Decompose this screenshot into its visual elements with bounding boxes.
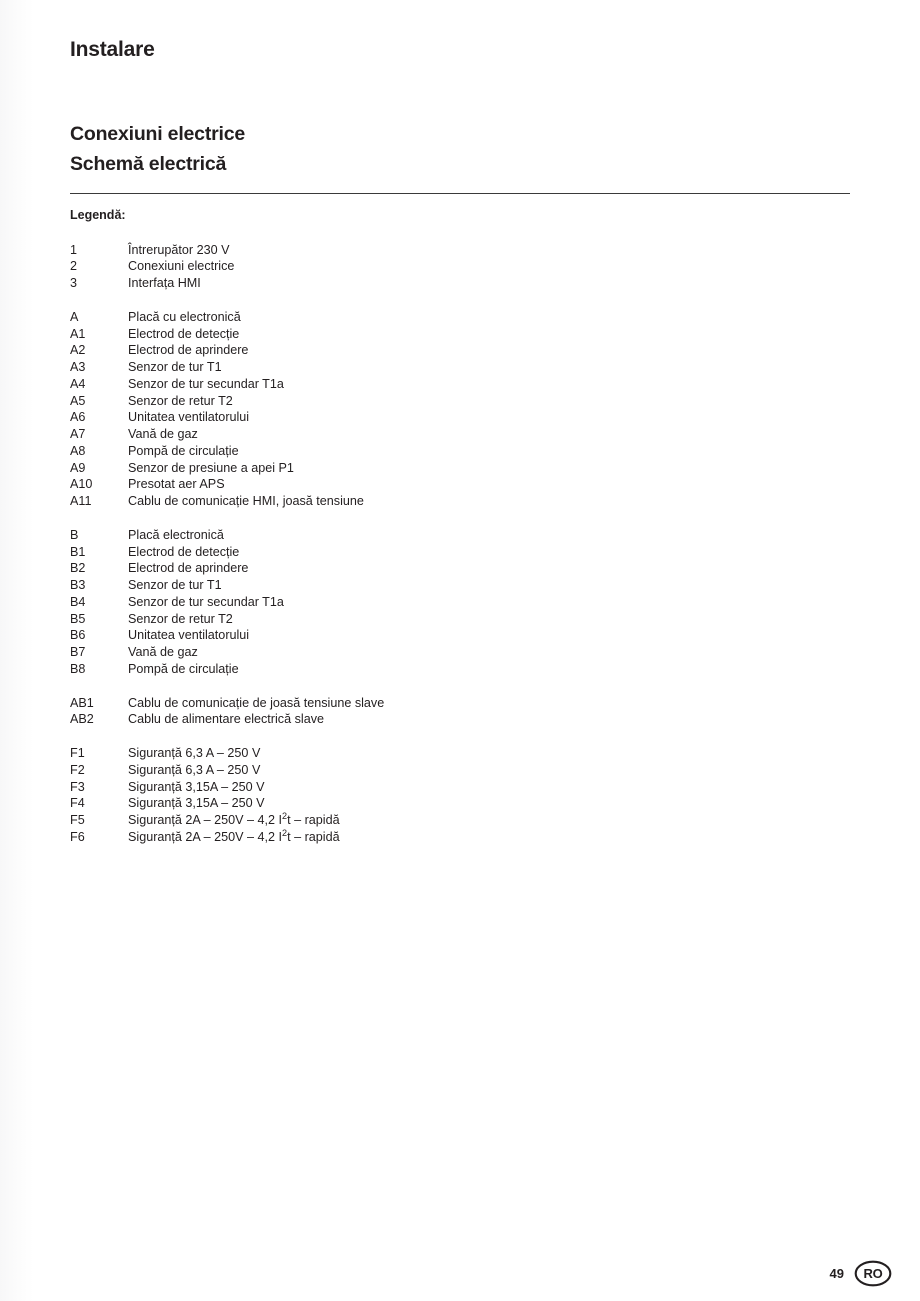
legend-description: Siguranță 2A – 250V – 4,2 $I^2t$ – rapidă [128, 827, 340, 844]
legend-description: Unitatea ventilatorului [128, 628, 250, 643]
legend-description: Senzor de tur secundar T1a [128, 376, 284, 391]
legend-row [70, 460, 850, 477]
legend-description: Senzor de presiune a apei P1 [128, 460, 294, 475]
legend-key: A6 [70, 410, 86, 425]
legend-row [70, 611, 850, 628]
legend-list [70, 242, 850, 846]
legend-row [70, 762, 850, 779]
legend-row [70, 627, 850, 644]
legend-key: F2 [70, 762, 85, 777]
section-header-block [70, 61, 850, 193]
page-content [70, 0, 850, 846]
legend-description: Pompă de circulație [128, 443, 239, 458]
legend-row [70, 376, 850, 393]
legend-key: B4 [70, 594, 86, 609]
legend-group-ab-series [70, 695, 850, 729]
legend-heading: Legendă: [70, 207, 126, 222]
legend-key: F3 [70, 779, 85, 794]
legend-key: B8 [70, 661, 86, 676]
legend-key: B3 [70, 578, 86, 593]
legend-key: F6 [70, 829, 85, 844]
legend-key: B [70, 527, 79, 542]
legend-key: B7 [70, 645, 86, 660]
legend-row [70, 426, 850, 443]
legend-description: Senzor de retur T2 [128, 393, 233, 408]
legend-key: B2 [70, 561, 86, 576]
legend-description: Vană de gaz [128, 645, 198, 660]
legend-description: Senzor de tur T1 [128, 360, 222, 375]
legend-row [70, 695, 850, 712]
legend-key: A4 [70, 376, 86, 391]
legend-row [70, 829, 850, 846]
legend-key: A11 [70, 494, 92, 509]
section-divider-rule [70, 193, 850, 194]
legend-key: A10 [70, 477, 93, 492]
legend-row [70, 476, 850, 493]
legend-description: Siguranță 3,15A – 250 V [128, 779, 265, 794]
legend-key: B5 [70, 611, 86, 626]
legend-row [70, 359, 850, 376]
legend-group-a-series [70, 309, 850, 510]
legend-description: Senzor de tur T1 [128, 578, 222, 593]
legend-description: Siguranță 2A – 250V – 4,2 $I^2t$ – rapidă [128, 810, 340, 828]
legend-row [70, 812, 850, 829]
legend-row [70, 342, 850, 359]
legend-key: A9 [70, 460, 86, 475]
legend-description: Siguranță 6,3 A – 250 V [128, 762, 261, 777]
legend-row [70, 242, 850, 259]
page-number: 49 [829, 1266, 844, 1281]
language-badge [854, 1260, 892, 1287]
legend-row [70, 258, 850, 275]
chapter-title: Instalare [70, 38, 155, 61]
legend-row [70, 594, 850, 611]
legend-key: 2 [70, 259, 78, 274]
legend-row [70, 393, 850, 410]
legend-key: F4 [70, 796, 85, 811]
legend-description: Vană de gaz [128, 427, 198, 442]
legend-key: B1 [70, 544, 86, 559]
legend-description: Interfața HMI [128, 276, 201, 291]
section-title-line-1: Conexiuni electrice [70, 123, 246, 146]
legend-description: Cablu de comunicație HMI, joasă tensiune [128, 494, 364, 509]
legend-description: Întrerupător 230 V [128, 242, 230, 257]
legend-row [70, 275, 850, 292]
legend-row [70, 577, 850, 594]
page-edge-shading [0, 0, 34, 1301]
legend-key: A2 [70, 343, 86, 358]
legend-row [70, 661, 850, 678]
legend-key: AB1 [70, 695, 94, 710]
section-title-line-2: Schemă electrică [70, 153, 227, 176]
legend-key: A [70, 309, 79, 324]
legend-row [70, 795, 850, 812]
legend-row [70, 527, 850, 544]
legend-key: A8 [70, 443, 86, 458]
legend-row [70, 326, 850, 343]
legend-description: Placă electronică [128, 527, 224, 542]
legend-group-numbered-items [70, 242, 850, 292]
legend-description: Cablu de comunicație de joasă tensiune slave [128, 695, 385, 710]
legend-group-f-series-fuses [70, 745, 850, 846]
legend-description: Presotat aer APS [128, 477, 225, 492]
legend-key: A7 [70, 427, 86, 442]
legend-key: F5 [70, 813, 85, 828]
legend-key: B6 [70, 628, 86, 643]
legend-key: A5 [70, 393, 86, 408]
legend-description: Pompă de circulație [128, 661, 239, 676]
legend-description: Siguranță 3,15A – 250 V [128, 796, 265, 811]
legend-key: A1 [70, 326, 86, 341]
legend-description: Electrod de aprindere [128, 343, 249, 358]
legend-description: Senzor de retur T2 [128, 611, 233, 626]
legend-row [70, 443, 850, 460]
legend-row [70, 711, 850, 728]
legend-key: 3 [70, 276, 78, 291]
legend-description: Unitatea ventilatorului [128, 410, 250, 425]
legend-row [70, 309, 850, 326]
legend-group-b-series [70, 527, 850, 678]
legend-row [70, 644, 850, 661]
legend-description: Conexiuni electrice [128, 259, 235, 274]
legend-description: Electrod de aprindere [128, 561, 249, 576]
legend-description: Placă cu electronică [128, 309, 241, 324]
legend-key: AB2 [70, 712, 94, 727]
legend-description: Cablu de alimentare electrică slave [128, 712, 325, 727]
language-badge-label: RO [863, 1266, 883, 1281]
legend-row [70, 493, 850, 510]
legend-key: 1 [70, 242, 78, 257]
legend-description: Senzor de tur secundar T1a [128, 594, 284, 609]
legend-description: Electrod de detecție [128, 326, 240, 341]
legend-row [70, 745, 850, 762]
legend-row [70, 544, 850, 561]
legend-description: Electrod de detecție [128, 544, 240, 559]
legend-key: A3 [70, 360, 86, 375]
legend-row [70, 409, 850, 426]
legend-row [70, 779, 850, 796]
legend-key: F1 [70, 746, 85, 761]
page-footer [830, 1260, 892, 1287]
legend-description: Siguranță 6,3 A – 250 V [128, 746, 261, 761]
legend-row [70, 560, 850, 577]
